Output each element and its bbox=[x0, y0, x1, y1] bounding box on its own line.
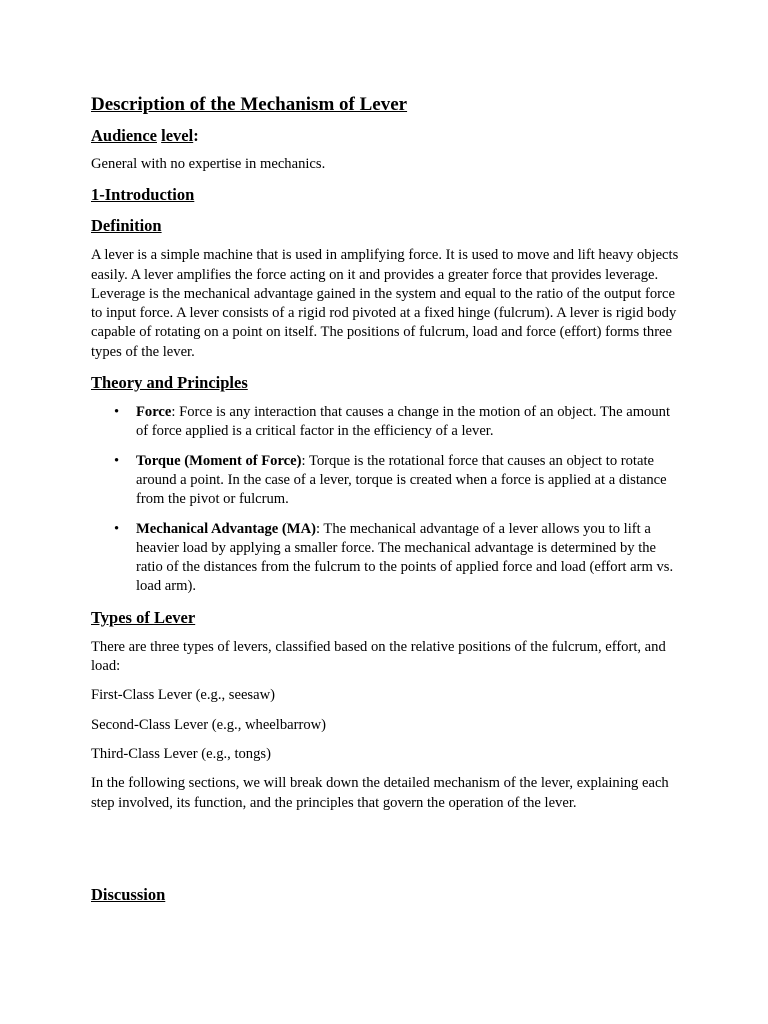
lever-type-second-class: Second-Class Lever (e.g., wheelbarrow) bbox=[91, 716, 327, 733]
bullet-text: : Force is any interaction that causes a change in the motion of an object. The amount of force applied is a critical factor in the efficiency of a lever. bbox=[136, 404, 670, 440]
section-gap bbox=[91, 823, 681, 884]
audience-heading-level: level bbox=[161, 126, 194, 145]
bullet-term: Mechanical Advantage (MA) bbox=[136, 520, 316, 537]
discussion-heading: Discussion bbox=[91, 884, 166, 904]
types-intro-paragraph: There are three types of levers, classified based on the relative positions of the fulcrum, effort, and load: bbox=[91, 638, 666, 675]
audience-heading bbox=[91, 125, 681, 147]
lever-type-first-class: First-Class Lever (e.g., seesaw) bbox=[91, 687, 275, 704]
list-item bbox=[91, 520, 681, 597]
document-title: Description of the Mechanism of Lever bbox=[91, 94, 408, 115]
bullet-term: Force bbox=[136, 404, 172, 421]
theory-heading: Theory and Principles bbox=[91, 373, 248, 393]
bullet-term: Torque (Moment of Force) bbox=[136, 452, 302, 469]
theory-bullet-list bbox=[91, 403, 681, 597]
types-heading: Types of Lever bbox=[91, 607, 196, 627]
definition-paragraph: A lever is a simple machine that is used in amplifying force. It is used to move and lift heavy objects easily. A lever amplifies the force acting on it and provides a greater force that provides leverage. Leverage is the mechanical advantage gained in the system and equal to the ratio of the output force to input force. A lever consists of a rigid rod pivoted at a fixed hinge (fulcrum). A lever is rigid body capable of rotating on a point on itself. The positions of fulcrum, load and force (effort) forms three types of the lever. bbox=[91, 247, 679, 360]
audience-heading-colon: : bbox=[193, 126, 199, 145]
closing-paragraph: In the following sections, we will break down the detailed mechanism of the lever, explaining each step involved, its function, and the principles that govern the operation of the lever. bbox=[91, 775, 669, 811]
audience-heading-word: Audience bbox=[91, 126, 157, 145]
definition-heading: Definition bbox=[91, 216, 162, 236]
audience-text: General with no expertise in mechanics. bbox=[91, 156, 326, 172]
bullet-text: : The mechanical advantage of a lever allows you to lift a heavier load by applying a smaller force. The mechanical advantage is determined by the ratio of the distances from the fulcrum to the points of applied force and load (effort arm vs. load arm). bbox=[136, 520, 674, 595]
document-page bbox=[91, 92, 681, 915]
intro-heading: 1-Introduction bbox=[91, 185, 195, 205]
list-item bbox=[91, 403, 681, 442]
bullet-icon: • bbox=[114, 452, 120, 469]
list-item bbox=[91, 452, 681, 510]
lever-type-third-class: Third-Class Lever (e.g., tongs) bbox=[91, 745, 271, 762]
bullet-icon: • bbox=[114, 404, 120, 421]
bullet-icon: • bbox=[114, 520, 120, 537]
bullet-text: : Torque is the rotational force that causes an object to rotate around a point. In the case of a lever, torque is created when a force is applied at a distance from the pivot or fulcrum. bbox=[136, 452, 667, 508]
